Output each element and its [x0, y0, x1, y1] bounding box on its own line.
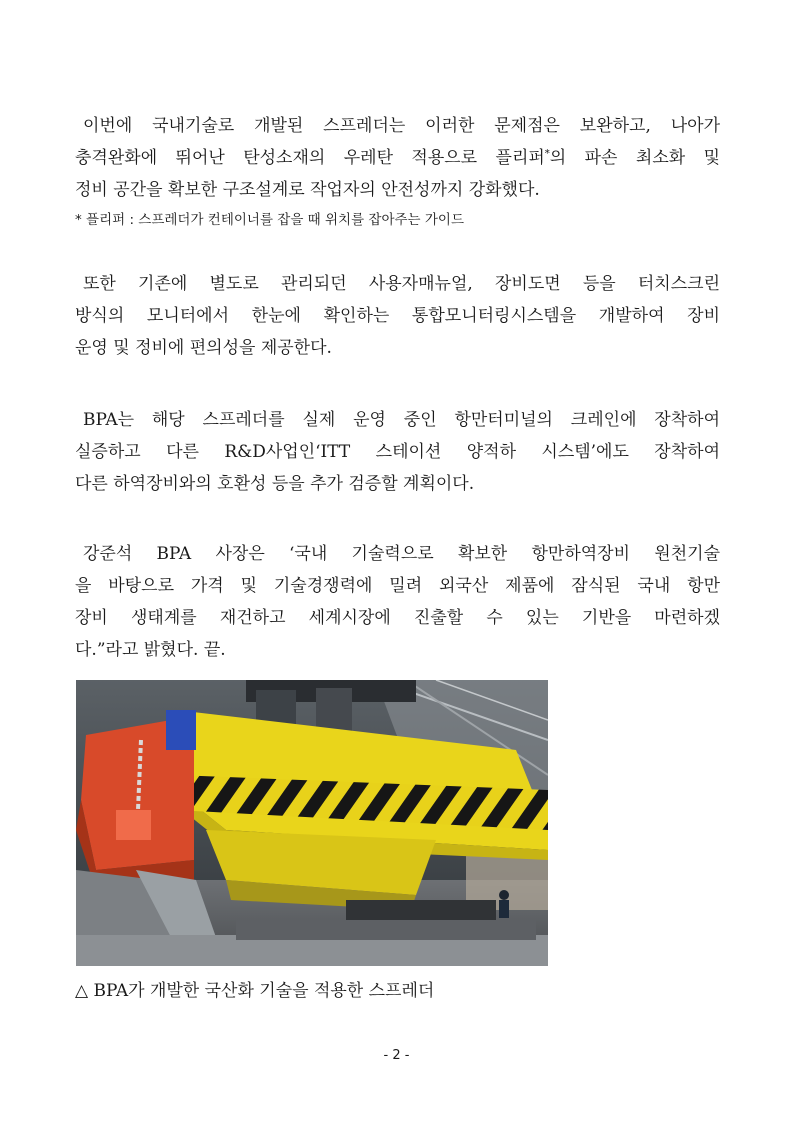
- photo-caption: △ BPA가 개발한 국산화 기술을 적용한 스프레더: [75, 981, 435, 1001]
- paragraph-line: 을 바탕으로 가격 및 기술경쟁력에 밀려 외국산 제품에 잠식된 국내 항만: [75, 576, 720, 596]
- footnote: * 플리퍼 : 스프레더가 컨테이너를 잡을 때 위치를 잡아주는 가이드: [75, 212, 464, 228]
- paragraph-line: [75, 142, 720, 174]
- paragraph-line: BPA는 해당 스프레더를 실제 운영 중인 항만터미널의 크레인에 장착하여: [83, 410, 720, 430]
- page-number: - 2 -: [383, 1048, 410, 1063]
- paragraph-line: 또한 기존에 별도로 관리되던 사용자매뉴얼, 장비도면 등을 터치스크린: [83, 274, 720, 294]
- paragraph-verification-plan: [75, 404, 720, 500]
- paragraph-text: 충격완화에 뛰어난 탄성소재의 우레탄 적용으로 플리퍼: [75, 148, 545, 168]
- paragraph-monitoring-system: [75, 268, 720, 364]
- paragraph-ceo-quote: [75, 538, 720, 666]
- paragraph-line: 강준석 BPA 사장은 ‘국내 기술력으로 확보한 항만하역장비 원천기술: [83, 544, 720, 564]
- spreader-photo-illustration: [76, 680, 548, 966]
- paragraph-line: 장비 생태계를 재건하고 세계시장에 진출할 수 있는 기반을 마련하겠: [75, 608, 720, 628]
- paragraph-line: 다.”라고 밝혔다. 끝.: [75, 640, 226, 660]
- footnote-marker: *: [544, 148, 550, 160]
- paragraph-line: 이번에 국내기술로 개발된 스프레더는 이러한 문제점은 보완하고, 나아가: [83, 116, 720, 136]
- paragraph-line: 정비 공간을 확보한 구조설계로 작업자의 안전성까지 강화했다.: [75, 180, 540, 200]
- paragraph-line: 실증하고 다른 R&D사업인‘ITT 스테이션 양적하 시스템’에도 장착하여: [75, 442, 720, 462]
- paragraph-spreader-improvements: [75, 110, 720, 206]
- paragraph-line: 방식의 모니터에서 한눈에 확인하는 통합모니터링시스템을 개발하여 장비: [75, 306, 720, 326]
- spreader-photo: [76, 680, 548, 966]
- paragraph-line: 다른 하역장비와의 호환성 등을 추가 검증할 계획이다.: [75, 474, 475, 494]
- paragraph-line: 운영 및 정비에 편의성을 제공한다.: [75, 338, 332, 358]
- paragraph-text: 의 파손 최소화 및: [549, 148, 720, 168]
